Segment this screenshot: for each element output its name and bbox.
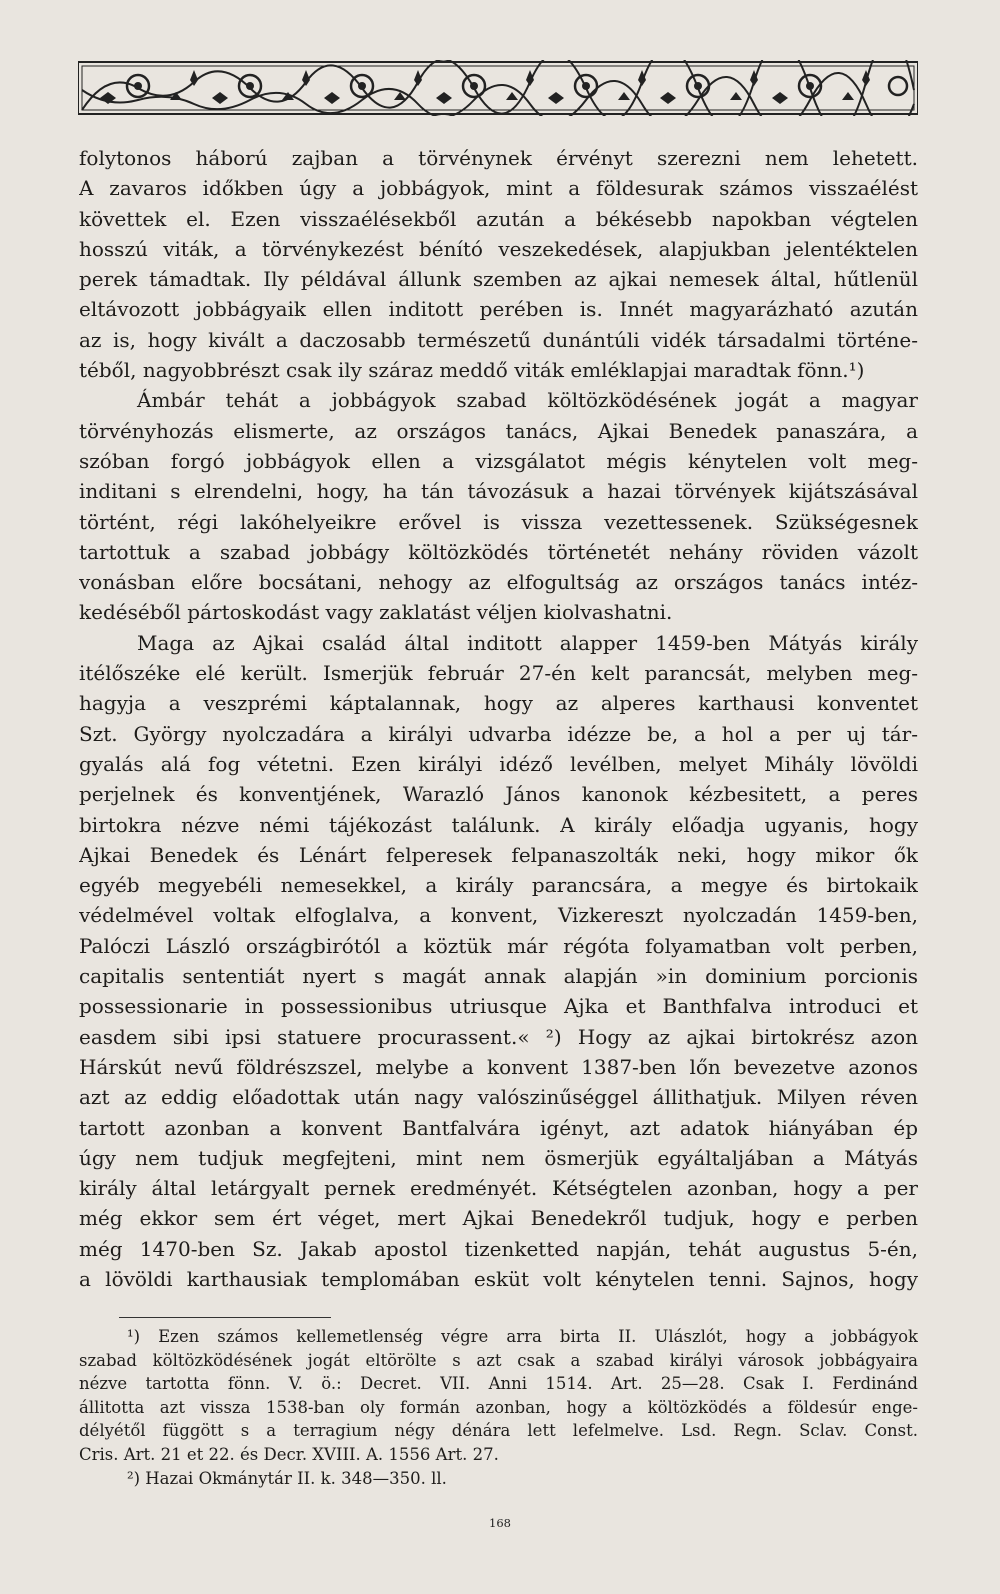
text-line: úgy nem tudjuk megfejteni, mint nem ösmerjük egyáltaljában a Mátyás — [79, 1145, 918, 1170]
text-line: folytonos háború zajban a törvénynek érvényt szerezni nem lehetett. — [79, 146, 918, 170]
text-line: védelmével voltak elfoglalva, a konvent, Vizkereszt nyolczadán 1459-ben, — [79, 903, 918, 928]
text-line: perek támadtak. Ily példával állunk szemben az ajkai nemesek által, hűtlenül — [79, 267, 918, 292]
text-line: követtek el. Ezen visszaélésekből azután a békésebb napokban végtelen — [79, 206, 918, 231]
text-line: Szt. György nyolczadára a királyi udvarba idézze be, a hol a per uj tár- — [79, 721, 918, 746]
text-line: kedéséből pártoskodást vagy zaklatást véljen kiolvashatni. — [79, 600, 673, 625]
text-line: inditani s elrendelni, hogy, ha tán távozásuk a hazai törvények kijátszásával — [79, 479, 918, 504]
text-line: Palóczi László országbirótól a köztük már régóta folyamatban volt perben, — [79, 933, 918, 958]
text-line: possessionarie in possessionibus utriusque Ajka et Banthfalva introduci et — [79, 994, 918, 1019]
text-line: capitalis sententiát nyert s magát annak alapján »in dominium porcionis — [79, 964, 918, 989]
decorative-header-ornament — [78, 60, 918, 116]
main-text — [79, 143, 918, 1294]
footnote-line: állitotta azt vissza 1538-ban oly formán azonban, hogy a költözködés a földesúr enge- — [79, 1397, 918, 1417]
footnote-line: délyétől függött s a terragium négy dénára lett lefelmelve. Lsd. Regn. Sclav. Const. — [79, 1421, 918, 1441]
text-line: hagyja a veszprémi káptalannak, hogy az alperes karthausi konventet — [79, 691, 918, 716]
text-line: Maga az Ajkai család által inditott alapper 1459-ben Mátyás király — [137, 630, 918, 655]
text-line: tartottuk a szabad jobbágy költözködés történetét nehány röviden vázolt — [79, 539, 918, 564]
text-line: azt az eddig előadottak után nagy valószinűséggel állithatjuk. Milyen réven — [79, 1085, 918, 1110]
footnote-line: nézve tartotta fönn. V. ö.: Decret. VII. Anni 1514. Art. 25—28. Csak I. Ferdinánd — [79, 1374, 918, 1394]
footnote-line: ¹) Ezen számos kellemetlenség végre arra birta II. Ulászlót, hogy a jobbágyok — [127, 1327, 918, 1346]
footnotes — [79, 1325, 918, 1490]
text-line: birtokra nézve némi tájékozást találunk. A király előadja ugyanis, hogy — [79, 812, 918, 837]
text-line: easdem sibi ipsi statuere procurassent.« ²) Hogy az ajkai birtokrész azon — [79, 1024, 918, 1049]
text-line: vonásban előre bocsátani, nehogy az elfogultság az országos tanács intéz- — [79, 570, 918, 595]
text-line: törvényhozás elismerte, az országos tanács, Ajkai Benedek panaszára, a — [79, 418, 918, 443]
text-line: még 1470-ben Sz. Jakab apostol tizenketted napján, tehát augustus 5-én, — [79, 1236, 918, 1261]
footnote-line: Cris. Art. 21 et 22. és Decr. XVIII. A. 1556 Art. 27. — [79, 1444, 499, 1464]
text-line: szóban forgó jobbágyok ellen a vizsgálatot mégis kénytelen volt meg- — [79, 448, 918, 473]
text-line: téből, nagyobbrészt csak ily száraz meddő viták emléklapjai maradtak fönn.¹) — [79, 358, 865, 383]
footnote-line: ²) Hazai Okmánytár II. k. 348—350. ll. — [127, 1468, 447, 1488]
text-line: történt, régi lakóhelyeikre erővel is vissza vezettessenek. Szükségesnek — [79, 509, 918, 534]
text-line: eltávozott jobbágyaik ellen inditott perében is. Innét magyarázható azután — [79, 297, 918, 322]
text-line: király által letárgyalt pernek eredményét. Kétségtelen azonban, hogy a per — [79, 1176, 918, 1201]
text-line: a lövöldi karthausiak templomában esküt volt kénytelen tenni. Sajnos, hogy — [79, 1266, 918, 1291]
text-line: itélőszéke elé került. Ismerjük február 27-én kelt parancsát, melyben meg- — [79, 661, 918, 686]
text-line: perjelnek és konventjének, Warazló János kanonok kézbesitett, a peres — [79, 782, 918, 807]
text-line: még ekkor sem ért véget, mert Ajkai Benedekről tudjuk, hogy e perben — [79, 1206, 918, 1231]
text-line: Ámbár tehát a jobbágyok szabad költözködésének jogát a magyar — [137, 388, 918, 413]
text-line: tartott azonban a konvent Bantfalvára igényt, azt adatok hiányában ép — [79, 1115, 918, 1140]
text-line: A zavaros időkben úgy a jobbágyok, mint a földesurak számos visszaélést — [79, 176, 918, 201]
text-line: Hárskút nevű földrészszel, melybe a konvent 1387-ben lőn bevezetve azonos — [79, 1054, 918, 1079]
text-line: hosszú viták, a törvénykezést bénító veszekedések, alapjukban jelentéktelen — [79, 236, 918, 261]
text-line: egyéb megyebéli nemesekkel, a király parancsára, a megye és birtokaik — [79, 873, 918, 898]
footnote-line: szabad költözködésének jogát eltörölte s azt csak a szabad királyi városok jobbágyaira — [79, 1350, 918, 1370]
text-line: Ajkai Benedek és Lénárt felperesek felpanaszolták neki, hogy mikor ők — [79, 842, 918, 867]
text-line: az is, hogy kivált a daczosabb természetű dunántúli vidék társadalmi történe- — [79, 327, 918, 352]
page-number: 168 — [489, 1516, 511, 1530]
text-line: gyalás alá fog vétetni. Ezen királyi idéző levélben, melyet Mihály lövöldi — [79, 751, 918, 776]
footnote-divider — [119, 1317, 331, 1318]
